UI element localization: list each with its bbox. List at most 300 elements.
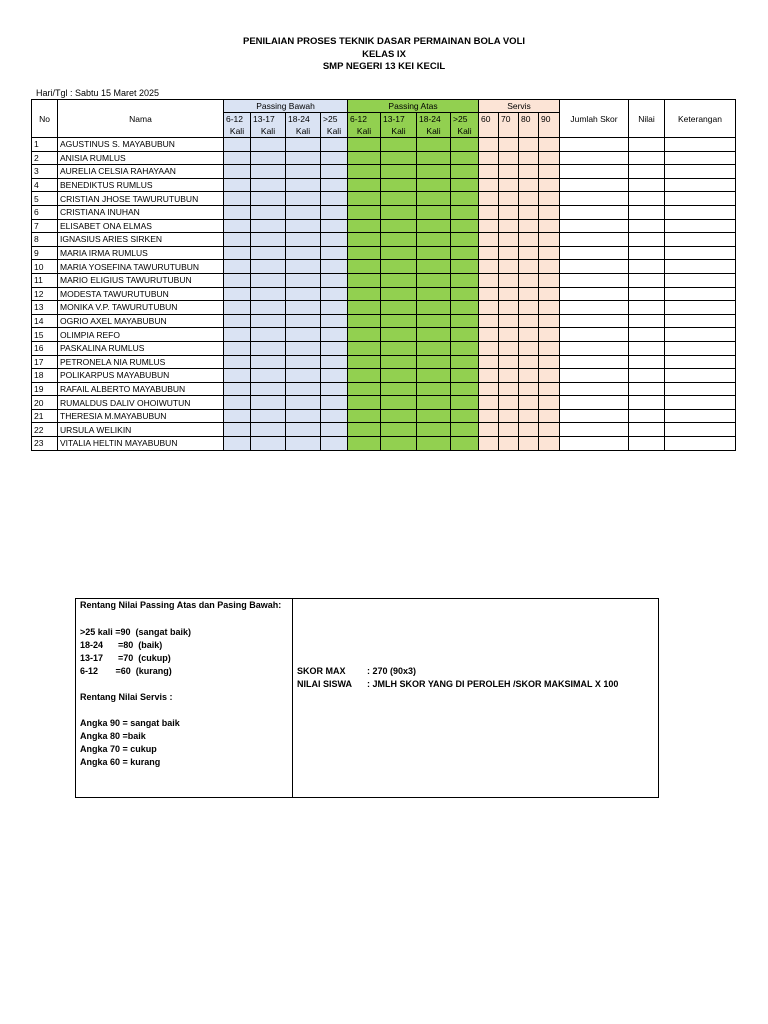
score-cell[interactable] xyxy=(479,355,499,369)
score-cell[interactable] xyxy=(499,314,519,328)
score-cell[interactable] xyxy=(519,314,539,328)
score-cell[interactable] xyxy=(560,165,629,179)
score-cell[interactable] xyxy=(251,273,286,287)
score-cell[interactable] xyxy=(348,165,381,179)
score-cell[interactable] xyxy=(560,273,629,287)
score-cell[interactable] xyxy=(251,138,286,152)
score-cell[interactable] xyxy=(417,233,451,247)
score-cell[interactable] xyxy=(499,233,519,247)
score-cell[interactable] xyxy=(560,233,629,247)
score-cell[interactable] xyxy=(417,219,451,233)
score-cell[interactable] xyxy=(629,287,665,301)
score-cell[interactable] xyxy=(417,409,451,423)
score-cell[interactable] xyxy=(629,423,665,437)
score-cell[interactable] xyxy=(629,369,665,383)
score-cell[interactable] xyxy=(286,301,321,315)
score-cell[interactable] xyxy=(381,165,417,179)
score-cell[interactable] xyxy=(451,192,479,206)
score-cell[interactable] xyxy=(539,341,560,355)
score-cell[interactable] xyxy=(417,341,451,355)
score-cell[interactable] xyxy=(479,396,499,410)
score-cell[interactable] xyxy=(348,138,381,152)
score-cell[interactable] xyxy=(286,355,321,369)
score-cell[interactable] xyxy=(451,287,479,301)
score-cell[interactable] xyxy=(499,151,519,165)
score-cell[interactable] xyxy=(479,205,499,219)
score-cell[interactable] xyxy=(286,328,321,342)
score-cell[interactable] xyxy=(381,287,417,301)
score-cell[interactable] xyxy=(560,382,629,396)
score-cell[interactable] xyxy=(499,355,519,369)
score-cell[interactable] xyxy=(629,314,665,328)
score-cell[interactable] xyxy=(629,178,665,192)
score-cell[interactable] xyxy=(348,341,381,355)
score-cell[interactable] xyxy=(381,409,417,423)
score-cell[interactable] xyxy=(451,369,479,383)
score-cell[interactable] xyxy=(417,192,451,206)
score-cell[interactable] xyxy=(321,273,348,287)
score-cell[interactable] xyxy=(629,192,665,206)
score-cell[interactable] xyxy=(479,341,499,355)
score-cell[interactable] xyxy=(560,409,629,423)
score-cell[interactable] xyxy=(665,409,736,423)
score-cell[interactable] xyxy=(348,396,381,410)
score-cell[interactable] xyxy=(348,246,381,260)
score-cell[interactable] xyxy=(381,205,417,219)
score-cell[interactable] xyxy=(417,314,451,328)
score-cell[interactable] xyxy=(224,219,251,233)
score-cell[interactable] xyxy=(539,301,560,315)
score-cell[interactable] xyxy=(451,314,479,328)
score-cell[interactable] xyxy=(539,192,560,206)
score-cell[interactable] xyxy=(499,138,519,152)
score-cell[interactable] xyxy=(224,409,251,423)
score-cell[interactable] xyxy=(224,341,251,355)
score-cell[interactable] xyxy=(348,301,381,315)
score-cell[interactable] xyxy=(499,369,519,383)
score-cell[interactable] xyxy=(224,355,251,369)
score-cell[interactable] xyxy=(560,138,629,152)
score-cell[interactable] xyxy=(251,178,286,192)
score-cell[interactable] xyxy=(286,437,321,451)
score-cell[interactable] xyxy=(519,205,539,219)
score-cell[interactable] xyxy=(560,423,629,437)
score-cell[interactable] xyxy=(251,328,286,342)
score-cell[interactable] xyxy=(665,437,736,451)
score-cell[interactable] xyxy=(348,205,381,219)
score-cell[interactable] xyxy=(499,301,519,315)
score-cell[interactable] xyxy=(665,396,736,410)
score-cell[interactable] xyxy=(224,301,251,315)
score-cell[interactable] xyxy=(224,423,251,437)
score-cell[interactable] xyxy=(417,260,451,274)
score-cell[interactable] xyxy=(499,328,519,342)
score-cell[interactable] xyxy=(539,355,560,369)
score-cell[interactable] xyxy=(629,341,665,355)
score-cell[interactable] xyxy=(479,178,499,192)
score-cell[interactable] xyxy=(560,192,629,206)
score-cell[interactable] xyxy=(539,328,560,342)
score-cell[interactable] xyxy=(451,328,479,342)
score-cell[interactable] xyxy=(519,192,539,206)
score-cell[interactable] xyxy=(479,314,499,328)
score-cell[interactable] xyxy=(348,355,381,369)
score-cell[interactable] xyxy=(560,178,629,192)
score-cell[interactable] xyxy=(348,409,381,423)
score-cell[interactable] xyxy=(348,260,381,274)
score-cell[interactable] xyxy=(381,369,417,383)
score-cell[interactable] xyxy=(665,369,736,383)
score-cell[interactable] xyxy=(499,287,519,301)
score-cell[interactable] xyxy=(251,341,286,355)
score-cell[interactable] xyxy=(629,151,665,165)
score-cell[interactable] xyxy=(417,287,451,301)
score-cell[interactable] xyxy=(381,382,417,396)
score-cell[interactable] xyxy=(665,273,736,287)
score-cell[interactable] xyxy=(286,205,321,219)
score-cell[interactable] xyxy=(251,423,286,437)
score-cell[interactable] xyxy=(321,287,348,301)
score-cell[interactable] xyxy=(321,409,348,423)
score-cell[interactable] xyxy=(519,369,539,383)
score-cell[interactable] xyxy=(348,328,381,342)
score-cell[interactable] xyxy=(348,423,381,437)
score-cell[interactable] xyxy=(286,409,321,423)
score-cell[interactable] xyxy=(499,165,519,179)
score-cell[interactable] xyxy=(539,382,560,396)
score-cell[interactable] xyxy=(665,192,736,206)
score-cell[interactable] xyxy=(665,423,736,437)
score-cell[interactable] xyxy=(539,423,560,437)
score-cell[interactable] xyxy=(417,301,451,315)
score-cell[interactable] xyxy=(560,219,629,233)
score-cell[interactable] xyxy=(451,437,479,451)
score-cell[interactable] xyxy=(519,355,539,369)
score-cell[interactable] xyxy=(479,273,499,287)
score-cell[interactable] xyxy=(348,314,381,328)
score-cell[interactable] xyxy=(224,287,251,301)
score-cell[interactable] xyxy=(665,205,736,219)
score-cell[interactable] xyxy=(479,246,499,260)
score-cell[interactable] xyxy=(519,396,539,410)
score-cell[interactable] xyxy=(519,219,539,233)
score-cell[interactable] xyxy=(381,273,417,287)
score-cell[interactable] xyxy=(224,165,251,179)
score-cell[interactable] xyxy=(665,219,736,233)
score-cell[interactable] xyxy=(539,437,560,451)
score-cell[interactable] xyxy=(665,165,736,179)
score-cell[interactable] xyxy=(286,314,321,328)
score-cell[interactable] xyxy=(348,273,381,287)
score-cell[interactable] xyxy=(519,328,539,342)
score-cell[interactable] xyxy=(286,233,321,247)
score-cell[interactable] xyxy=(224,233,251,247)
score-cell[interactable] xyxy=(560,341,629,355)
score-cell[interactable] xyxy=(479,138,499,152)
score-cell[interactable] xyxy=(224,314,251,328)
score-cell[interactable] xyxy=(479,192,499,206)
score-cell[interactable] xyxy=(539,396,560,410)
score-cell[interactable] xyxy=(224,396,251,410)
score-cell[interactable] xyxy=(321,151,348,165)
score-cell[interactable] xyxy=(251,260,286,274)
score-cell[interactable] xyxy=(224,246,251,260)
score-cell[interactable] xyxy=(629,382,665,396)
score-cell[interactable] xyxy=(539,369,560,383)
score-cell[interactable] xyxy=(629,437,665,451)
score-cell[interactable] xyxy=(629,233,665,247)
score-cell[interactable] xyxy=(224,138,251,152)
score-cell[interactable] xyxy=(286,260,321,274)
score-cell[interactable] xyxy=(519,273,539,287)
score-cell[interactable] xyxy=(348,382,381,396)
score-cell[interactable] xyxy=(348,151,381,165)
score-cell[interactable] xyxy=(451,205,479,219)
score-cell[interactable] xyxy=(479,301,499,315)
score-cell[interactable] xyxy=(286,273,321,287)
score-cell[interactable] xyxy=(539,246,560,260)
score-cell[interactable] xyxy=(348,178,381,192)
score-cell[interactable] xyxy=(451,409,479,423)
score-cell[interactable] xyxy=(629,301,665,315)
score-cell[interactable] xyxy=(251,409,286,423)
score-cell[interactable] xyxy=(499,396,519,410)
score-cell[interactable] xyxy=(348,437,381,451)
score-cell[interactable] xyxy=(224,382,251,396)
score-cell[interactable] xyxy=(519,423,539,437)
score-cell[interactable] xyxy=(417,246,451,260)
score-cell[interactable] xyxy=(417,138,451,152)
score-cell[interactable] xyxy=(251,369,286,383)
score-cell[interactable] xyxy=(251,314,286,328)
score-cell[interactable] xyxy=(629,409,665,423)
score-cell[interactable] xyxy=(519,437,539,451)
score-cell[interactable] xyxy=(251,301,286,315)
score-cell[interactable] xyxy=(560,355,629,369)
score-cell[interactable] xyxy=(519,301,539,315)
score-cell[interactable] xyxy=(321,246,348,260)
score-cell[interactable] xyxy=(321,219,348,233)
score-cell[interactable] xyxy=(321,355,348,369)
score-cell[interactable] xyxy=(665,246,736,260)
score-cell[interactable] xyxy=(665,328,736,342)
score-cell[interactable] xyxy=(665,151,736,165)
score-cell[interactable] xyxy=(479,369,499,383)
score-cell[interactable] xyxy=(417,273,451,287)
score-cell[interactable] xyxy=(665,314,736,328)
score-cell[interactable] xyxy=(539,219,560,233)
score-cell[interactable] xyxy=(251,205,286,219)
score-cell[interactable] xyxy=(381,138,417,152)
score-cell[interactable] xyxy=(451,138,479,152)
score-cell[interactable] xyxy=(321,260,348,274)
score-cell[interactable] xyxy=(665,287,736,301)
score-cell[interactable] xyxy=(251,233,286,247)
score-cell[interactable] xyxy=(251,165,286,179)
score-cell[interactable] xyxy=(539,314,560,328)
score-cell[interactable] xyxy=(539,287,560,301)
score-cell[interactable] xyxy=(251,246,286,260)
score-cell[interactable] xyxy=(321,192,348,206)
score-cell[interactable] xyxy=(560,151,629,165)
score-cell[interactable] xyxy=(381,437,417,451)
score-cell[interactable] xyxy=(321,396,348,410)
score-cell[interactable] xyxy=(381,355,417,369)
score-cell[interactable] xyxy=(286,165,321,179)
score-cell[interactable] xyxy=(629,138,665,152)
score-cell[interactable] xyxy=(321,138,348,152)
score-cell[interactable] xyxy=(224,328,251,342)
score-cell[interactable] xyxy=(251,396,286,410)
score-cell[interactable] xyxy=(321,301,348,315)
score-cell[interactable] xyxy=(417,437,451,451)
score-cell[interactable] xyxy=(286,246,321,260)
score-cell[interactable] xyxy=(321,369,348,383)
score-cell[interactable] xyxy=(629,219,665,233)
score-cell[interactable] xyxy=(519,260,539,274)
score-cell[interactable] xyxy=(286,178,321,192)
score-cell[interactable] xyxy=(479,165,499,179)
score-cell[interactable] xyxy=(286,287,321,301)
score-cell[interactable] xyxy=(286,423,321,437)
score-cell[interactable] xyxy=(451,165,479,179)
score-cell[interactable] xyxy=(499,246,519,260)
score-cell[interactable] xyxy=(519,246,539,260)
score-cell[interactable] xyxy=(451,233,479,247)
score-cell[interactable] xyxy=(417,151,451,165)
score-cell[interactable] xyxy=(499,273,519,287)
score-cell[interactable] xyxy=(665,341,736,355)
score-cell[interactable] xyxy=(665,301,736,315)
score-cell[interactable] xyxy=(224,192,251,206)
score-cell[interactable] xyxy=(499,219,519,233)
score-cell[interactable] xyxy=(417,382,451,396)
score-cell[interactable] xyxy=(286,138,321,152)
score-cell[interactable] xyxy=(560,205,629,219)
score-cell[interactable] xyxy=(321,205,348,219)
score-cell[interactable] xyxy=(321,382,348,396)
score-cell[interactable] xyxy=(224,437,251,451)
score-cell[interactable] xyxy=(519,138,539,152)
score-cell[interactable] xyxy=(321,423,348,437)
score-cell[interactable] xyxy=(560,260,629,274)
score-cell[interactable] xyxy=(286,341,321,355)
score-cell[interactable] xyxy=(665,260,736,274)
score-cell[interactable] xyxy=(665,382,736,396)
score-cell[interactable] xyxy=(560,314,629,328)
score-cell[interactable] xyxy=(381,192,417,206)
score-cell[interactable] xyxy=(381,260,417,274)
score-cell[interactable] xyxy=(381,178,417,192)
score-cell[interactable] xyxy=(286,192,321,206)
score-cell[interactable] xyxy=(451,423,479,437)
score-cell[interactable] xyxy=(451,151,479,165)
score-cell[interactable] xyxy=(224,205,251,219)
score-cell[interactable] xyxy=(560,287,629,301)
score-cell[interactable] xyxy=(417,369,451,383)
score-cell[interactable] xyxy=(321,314,348,328)
score-cell[interactable] xyxy=(499,382,519,396)
score-cell[interactable] xyxy=(451,301,479,315)
score-cell[interactable] xyxy=(417,178,451,192)
score-cell[interactable] xyxy=(286,396,321,410)
score-cell[interactable] xyxy=(539,205,560,219)
score-cell[interactable] xyxy=(539,151,560,165)
score-cell[interactable] xyxy=(224,260,251,274)
score-cell[interactable] xyxy=(629,246,665,260)
score-cell[interactable] xyxy=(417,165,451,179)
score-cell[interactable] xyxy=(451,246,479,260)
score-cell[interactable] xyxy=(539,409,560,423)
score-cell[interactable] xyxy=(224,369,251,383)
score-cell[interactable] xyxy=(321,341,348,355)
score-cell[interactable] xyxy=(519,178,539,192)
score-cell[interactable] xyxy=(479,219,499,233)
score-cell[interactable] xyxy=(451,219,479,233)
score-cell[interactable] xyxy=(286,382,321,396)
score-cell[interactable] xyxy=(479,409,499,423)
score-cell[interactable] xyxy=(348,219,381,233)
score-cell[interactable] xyxy=(629,205,665,219)
score-cell[interactable] xyxy=(539,273,560,287)
score-cell[interactable] xyxy=(629,273,665,287)
score-cell[interactable] xyxy=(417,423,451,437)
score-cell[interactable] xyxy=(251,355,286,369)
score-cell[interactable] xyxy=(224,178,251,192)
score-cell[interactable] xyxy=(479,260,499,274)
score-cell[interactable] xyxy=(417,396,451,410)
score-cell[interactable] xyxy=(451,273,479,287)
score-cell[interactable] xyxy=(479,423,499,437)
score-cell[interactable] xyxy=(348,233,381,247)
score-cell[interactable] xyxy=(665,138,736,152)
score-cell[interactable] xyxy=(629,165,665,179)
score-cell[interactable] xyxy=(451,260,479,274)
score-cell[interactable] xyxy=(539,260,560,274)
score-cell[interactable] xyxy=(321,328,348,342)
score-cell[interactable] xyxy=(321,233,348,247)
score-cell[interactable] xyxy=(451,396,479,410)
score-cell[interactable] xyxy=(321,178,348,192)
score-cell[interactable] xyxy=(348,369,381,383)
score-cell[interactable] xyxy=(381,219,417,233)
score-cell[interactable] xyxy=(417,205,451,219)
score-cell[interactable] xyxy=(381,151,417,165)
score-cell[interactable] xyxy=(451,382,479,396)
score-cell[interactable] xyxy=(451,178,479,192)
score-cell[interactable] xyxy=(519,151,539,165)
score-cell[interactable] xyxy=(560,246,629,260)
score-cell[interactable] xyxy=(560,301,629,315)
score-cell[interactable] xyxy=(251,219,286,233)
score-cell[interactable] xyxy=(251,151,286,165)
score-cell[interactable] xyxy=(381,301,417,315)
score-cell[interactable] xyxy=(539,233,560,247)
score-cell[interactable] xyxy=(499,437,519,451)
score-cell[interactable] xyxy=(321,165,348,179)
score-cell[interactable] xyxy=(499,178,519,192)
score-cell[interactable] xyxy=(479,382,499,396)
score-cell[interactable] xyxy=(251,192,286,206)
score-cell[interactable] xyxy=(451,355,479,369)
score-cell[interactable] xyxy=(479,328,499,342)
score-cell[interactable] xyxy=(519,341,539,355)
score-cell[interactable] xyxy=(224,273,251,287)
score-cell[interactable] xyxy=(417,328,451,342)
score-cell[interactable] xyxy=(381,341,417,355)
score-cell[interactable] xyxy=(499,409,519,423)
score-cell[interactable] xyxy=(629,328,665,342)
